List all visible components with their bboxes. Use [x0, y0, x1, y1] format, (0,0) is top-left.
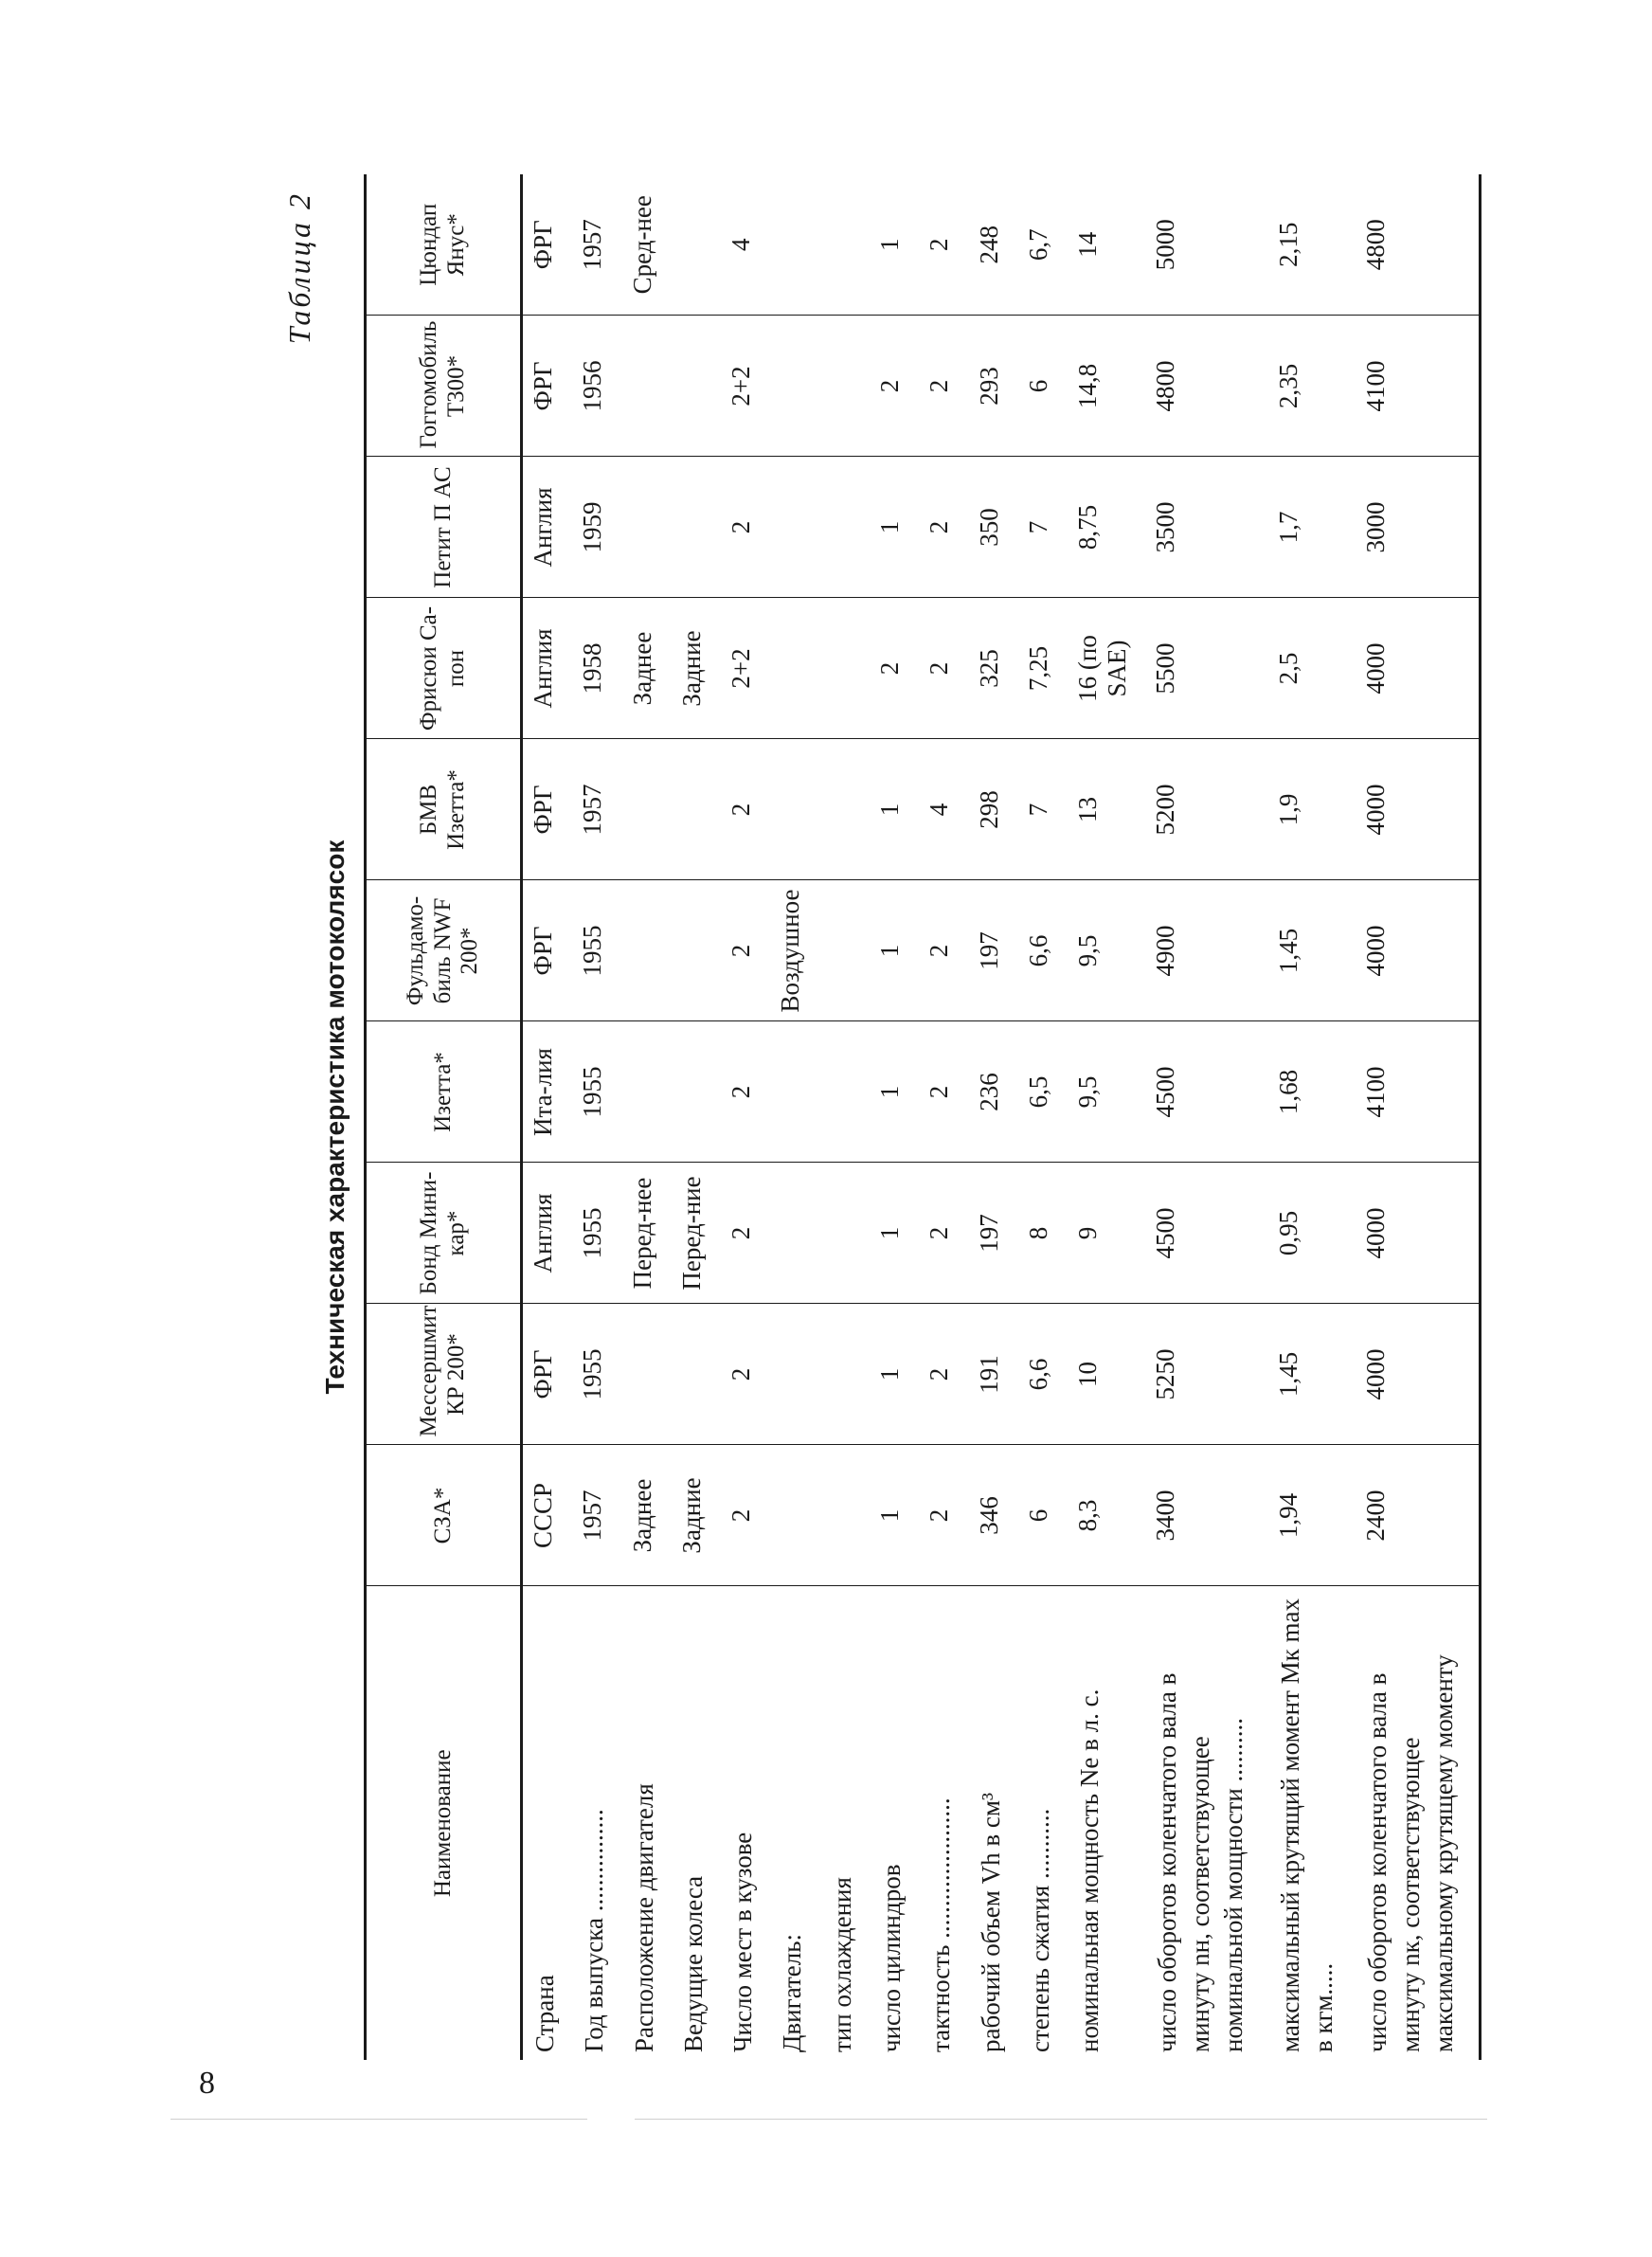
table-cell: 1957	[572, 1445, 621, 1586]
table-cell: 2	[721, 739, 770, 880]
table-row	[770, 174, 819, 2060]
table-cell: 5250	[1145, 1304, 1268, 1445]
table-cell: 2	[870, 598, 919, 739]
column-header: Цюндап Янус*	[366, 174, 522, 316]
table-cell	[622, 739, 672, 880]
table-body	[522, 174, 1481, 2060]
table-cell	[622, 1021, 672, 1163]
table-cell	[770, 598, 819, 739]
table-cell: 9,5	[1068, 1021, 1145, 1163]
table-cell: 13	[1068, 739, 1145, 880]
table-cell: 9	[1068, 1163, 1145, 1304]
table-cell: Заднее	[622, 1445, 672, 1586]
row-label: Число мест в кузове	[728, 1832, 758, 2052]
table-row	[969, 174, 1018, 2060]
table-cell	[770, 457, 819, 598]
table-cell: 197	[969, 1163, 1018, 1304]
table-cell: 2	[919, 316, 968, 457]
table-cell: 4800	[1356, 174, 1481, 316]
column-header: СЗА*	[366, 1445, 522, 1586]
table-cell: 8	[1018, 1163, 1068, 1304]
table-title: Техническая характеристика мотоколясок	[320, 840, 350, 1395]
table-cell: ФРГ	[522, 1304, 573, 1445]
table-cell	[820, 1163, 870, 1304]
table-cell: 2+2	[721, 316, 770, 457]
table-cell	[820, 457, 870, 598]
table-cell: 1	[870, 880, 919, 1021]
table-cell: 16 (по SAE)	[1068, 598, 1145, 739]
table-cell	[770, 739, 819, 880]
table-cell: 7	[1018, 457, 1068, 598]
table-cell	[820, 1021, 870, 1163]
table-cell: 346	[969, 1445, 1018, 1586]
table-cell: Перед-ние	[672, 1163, 721, 1304]
table-cell: 14,8	[1068, 316, 1145, 457]
row-label: Расположение двигателя	[629, 1783, 658, 2052]
table-cell: Англия	[522, 598, 573, 739]
table-cell: 14	[1068, 174, 1145, 316]
table-cell: 1955	[572, 1163, 621, 1304]
table-cell	[770, 1304, 819, 1445]
table-cell: 1,94	[1268, 1445, 1355, 1586]
table-cell: 1,45	[1268, 880, 1355, 1021]
column-header: Изетта*	[366, 1021, 522, 1163]
table-cell: 2	[721, 457, 770, 598]
column-header: Наименование	[366, 1586, 522, 2060]
column-header: Фульдамо-биль NWF 200*	[366, 880, 522, 1021]
table-cell: 2+2	[721, 598, 770, 739]
table-cell	[770, 1163, 819, 1304]
table-cell: 2	[721, 1163, 770, 1304]
table-cell: 8,3	[1068, 1445, 1145, 1586]
table-cell	[672, 880, 721, 1021]
table-cell: 6	[1018, 316, 1068, 457]
table-cell: 8,75	[1068, 457, 1145, 598]
table-cell: Воздушное	[770, 880, 819, 1021]
table-cell: 1	[870, 1304, 919, 1445]
table-cell: 4900	[1145, 880, 1268, 1021]
table-cell	[622, 457, 672, 598]
table-header-row	[366, 174, 522, 2060]
table-cell	[820, 739, 870, 880]
column-header: Бонд Мини-кар*	[366, 1163, 522, 1304]
table-cell: 3400	[1145, 1445, 1268, 1586]
table-row	[919, 174, 968, 2060]
table-cell: 2	[919, 1163, 968, 1304]
table-cell: 7,25	[1018, 598, 1068, 739]
table-cell	[820, 1445, 870, 1586]
row-label: рабочий объем Vh в см³	[976, 1792, 1005, 2052]
table-cell: Англия	[522, 1163, 573, 1304]
table-row	[820, 174, 870, 2060]
spec-table	[364, 174, 1481, 2060]
table-label: Таблица 2	[282, 191, 316, 345]
table-row	[1145, 174, 1268, 2060]
column-header: Мессершмит КР 200*	[366, 1304, 522, 1445]
table-row	[1268, 174, 1355, 2060]
table-cell: 2	[870, 316, 919, 457]
table-cell: 4	[919, 739, 968, 880]
table-cell: 1957	[572, 174, 621, 316]
table-cell	[770, 1021, 819, 1163]
table-cell: 1957	[572, 739, 621, 880]
table-cell	[672, 457, 721, 598]
table-cell: 2	[919, 1021, 968, 1163]
table-cell: 0,95	[1268, 1163, 1355, 1304]
table-cell	[820, 880, 870, 1021]
row-label: число оборотов коленчатого вала в минуту nн, соответствующее номинальной мощности ..........	[1153, 1672, 1248, 2052]
table-cell: 4800	[1145, 316, 1268, 457]
table-cell: Сред-нее	[622, 174, 672, 316]
column-header: БМВ Изетта*	[366, 739, 522, 880]
page-number: 8	[199, 2066, 215, 2101]
table-cell	[820, 316, 870, 457]
table-cell: 1,7	[1268, 457, 1355, 598]
table-cell: Ита-лия	[522, 1021, 573, 1163]
table-cell: 4500	[1145, 1163, 1268, 1304]
table-cell: Задние	[672, 1445, 721, 1586]
table-cell: 1	[870, 1021, 919, 1163]
table-cell	[820, 598, 870, 739]
table-cell: 1959	[572, 457, 621, 598]
table-cell: 2	[721, 1445, 770, 1586]
table-cell: 350	[969, 457, 1018, 598]
table-cell: 4000	[1356, 1304, 1481, 1445]
table-cell: 2	[919, 598, 968, 739]
table-cell: ФРГ	[522, 880, 573, 1021]
table-cell	[770, 174, 819, 316]
table-cell: 1	[870, 457, 919, 598]
table-cell: 9,5	[1068, 880, 1145, 1021]
table-cell	[820, 1304, 870, 1445]
table-cell: 1955	[572, 1304, 621, 1445]
row-label: Страна	[530, 1975, 559, 2052]
table-cell	[820, 174, 870, 316]
table-cell: 2	[919, 174, 968, 316]
table-cell: 5000	[1145, 174, 1268, 316]
table-cell	[770, 1445, 819, 1586]
footer-rule-right	[635, 2119, 1487, 2120]
table-cell: 4000	[1356, 739, 1481, 880]
table-cell: 10	[1068, 1304, 1145, 1445]
column-header: Фрисюи Са-пон	[366, 598, 522, 739]
table-cell: 4000	[1356, 880, 1481, 1021]
table-cell: 191	[969, 1304, 1018, 1445]
row-label: Двигатель:	[778, 1933, 807, 2052]
table-cell: 1	[870, 174, 919, 316]
table-cell	[672, 174, 721, 316]
table-cell: 1955	[572, 1021, 621, 1163]
table-cell: Заднее	[622, 598, 672, 739]
row-label: Ведущие колеса	[678, 1875, 708, 2052]
table-cell: 5500	[1145, 598, 1268, 739]
table-cell: 2	[721, 1021, 770, 1163]
table-cell: 6	[1018, 1445, 1068, 1586]
table-cell: 3000	[1356, 457, 1481, 598]
row-label: число цилиндров	[877, 1864, 907, 2052]
footer-rule-left	[171, 2119, 587, 2120]
table-cell: 298	[969, 739, 1018, 880]
table-cell: 2	[919, 1304, 968, 1445]
table-cell: 2	[919, 457, 968, 598]
table-cell: 6,6	[1018, 880, 1068, 1021]
table-cell: 4100	[1356, 1021, 1481, 1163]
table-cell: 2400	[1356, 1445, 1481, 1586]
table-cell: 2,5	[1268, 598, 1355, 739]
table-row	[1068, 174, 1145, 2060]
table-cell: 4000	[1356, 1163, 1481, 1304]
table-cell: 1958	[572, 598, 621, 739]
table-cell: 197	[969, 880, 1018, 1021]
table-cell: 6,7	[1018, 174, 1068, 316]
table-cell	[672, 1304, 721, 1445]
row-label: максимальный крутящий момент Mк max в кгм.....	[1276, 1598, 1338, 2052]
row-label: число оборотов коленчатого вала в минуту nк, соответствующее максимальному крутящему моменту	[1356, 1586, 1481, 2060]
table-cell	[622, 316, 672, 457]
table-cell: 4	[721, 174, 770, 316]
table-cell: 1	[870, 1163, 919, 1304]
table-cell: 3500	[1145, 457, 1268, 598]
table-cell: 236	[969, 1021, 1018, 1163]
table-cell: 248	[969, 174, 1018, 316]
table-cell: ФРГ	[522, 316, 573, 457]
table-cell	[672, 316, 721, 457]
table-cell: 2,35	[1268, 316, 1355, 457]
table-row	[721, 174, 770, 2060]
column-header: Гоггомобиль Т300*	[366, 316, 522, 457]
table-cell: 2	[919, 1445, 968, 1586]
row-label: Год выпуска ................	[580, 1809, 609, 2052]
table-cell: 4500	[1145, 1021, 1268, 1163]
column-header: Петит П АС	[366, 457, 522, 598]
table-cell: 1955	[572, 880, 621, 1021]
table-cell	[672, 1021, 721, 1163]
table-cell: 1	[870, 1445, 919, 1586]
table-cell: 2	[721, 1304, 770, 1445]
table-row	[622, 174, 672, 2060]
table-cell: 1,68	[1268, 1021, 1355, 1163]
table-cell	[672, 739, 721, 880]
table-cell: 1956	[572, 316, 621, 457]
table-row	[870, 174, 919, 2060]
table-cell: Перед-нее	[622, 1163, 672, 1304]
table-cell: ФРГ	[522, 174, 573, 316]
table-cell: 6,5	[1018, 1021, 1068, 1163]
table-cell: 4000	[1356, 598, 1481, 739]
row-label: степень сжатия ...........	[1025, 1808, 1054, 2052]
table-cell: 325	[969, 598, 1018, 739]
table-cell: 1,45	[1268, 1304, 1355, 1445]
table-row	[572, 174, 621, 2060]
row-label: тип охлаждения	[827, 1877, 856, 2052]
table-cell: 293	[969, 316, 1018, 457]
table-cell: 2	[919, 880, 968, 1021]
table-cell: 2	[721, 880, 770, 1021]
table-cell: 4100	[1356, 316, 1481, 457]
row-label: номинальная мощность Ne в л. с.	[1075, 1688, 1104, 2052]
row-label: тактность ......................	[926, 1797, 956, 2052]
table-cell	[622, 880, 672, 1021]
table-cell: Задние	[672, 598, 721, 739]
rotated-page-content	[282, 174, 1485, 2060]
table-cell: 1	[870, 739, 919, 880]
table-cell	[622, 1304, 672, 1445]
table-row	[672, 174, 721, 2060]
table-cell: 6,6	[1018, 1304, 1068, 1445]
table-cell: 2,15	[1268, 174, 1355, 316]
table-cell: 1,9	[1268, 739, 1355, 880]
table-cell: 5200	[1145, 739, 1268, 880]
table-row	[522, 174, 573, 2060]
table-cell: 7	[1018, 739, 1068, 880]
table-cell: Англия	[522, 457, 573, 598]
table-cell: ФРГ	[522, 739, 573, 880]
table-row	[1356, 174, 1481, 2060]
table-cell	[770, 316, 819, 457]
table-cell: СССР	[522, 1445, 573, 1586]
table-row	[1018, 174, 1068, 2060]
